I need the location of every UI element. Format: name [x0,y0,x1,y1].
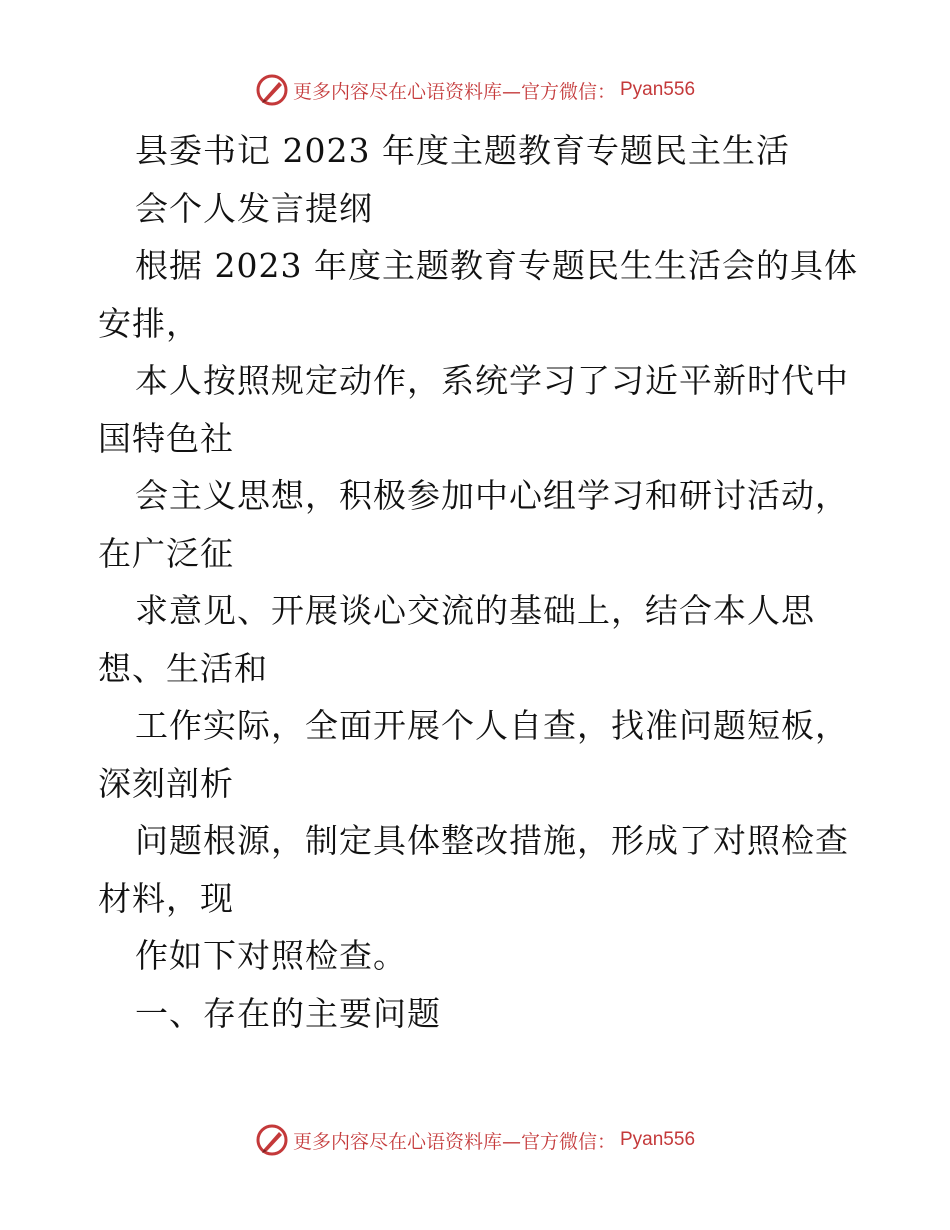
footer-watermark [0,1120,950,1160]
text-line: 根据 2023 年度主题教育专题民生生活会的具体 [135,246,858,285]
pen-logo-icon [255,73,289,107]
text-line: 会主义思想，积极参加中心组学习和研讨活动， [135,476,849,515]
text-line: 安排， [98,303,200,343]
text-line: 会个人发言提纲 [135,188,373,228]
document-body [98,122,858,1042]
text-line: 本人按照规定动作，系统学习了习近平新时代中 [135,361,849,400]
pen-logo-icon [255,1123,289,1157]
text-line: 作如下对照检查。 [135,936,407,975]
watermark-handle: Pyan556 [620,79,696,100]
text-line: 国特色社 [98,418,234,458]
watermark-text: 更多内容尽在心语资料库—官方微信： [292,1130,616,1153]
text-line: 求意见、开展谈心交流的基础上，结合本人思 [135,591,815,630]
text-line: 县委书记 2023 年度主题教育专题民主生活 [135,131,790,170]
watermark-handle: Pyan556 [620,1129,696,1150]
text-line: 工作实际，全面开展个人自查，找准问题短板， [135,706,849,745]
text-line: 深刻剖析 [98,763,234,803]
text-line: 想、生活和 [98,648,268,688]
header-watermark [0,70,950,110]
text-line: 问题根源，制定具体整改措施，形成了对照检查 [135,821,849,860]
watermark-text: 更多内容尽在心语资料库—官方微信： [292,80,616,103]
text-line: 材料，现 [98,878,234,918]
text-line: 一、存在的主要问题 [135,993,441,1033]
text-line: 在广泛征 [98,533,234,573]
